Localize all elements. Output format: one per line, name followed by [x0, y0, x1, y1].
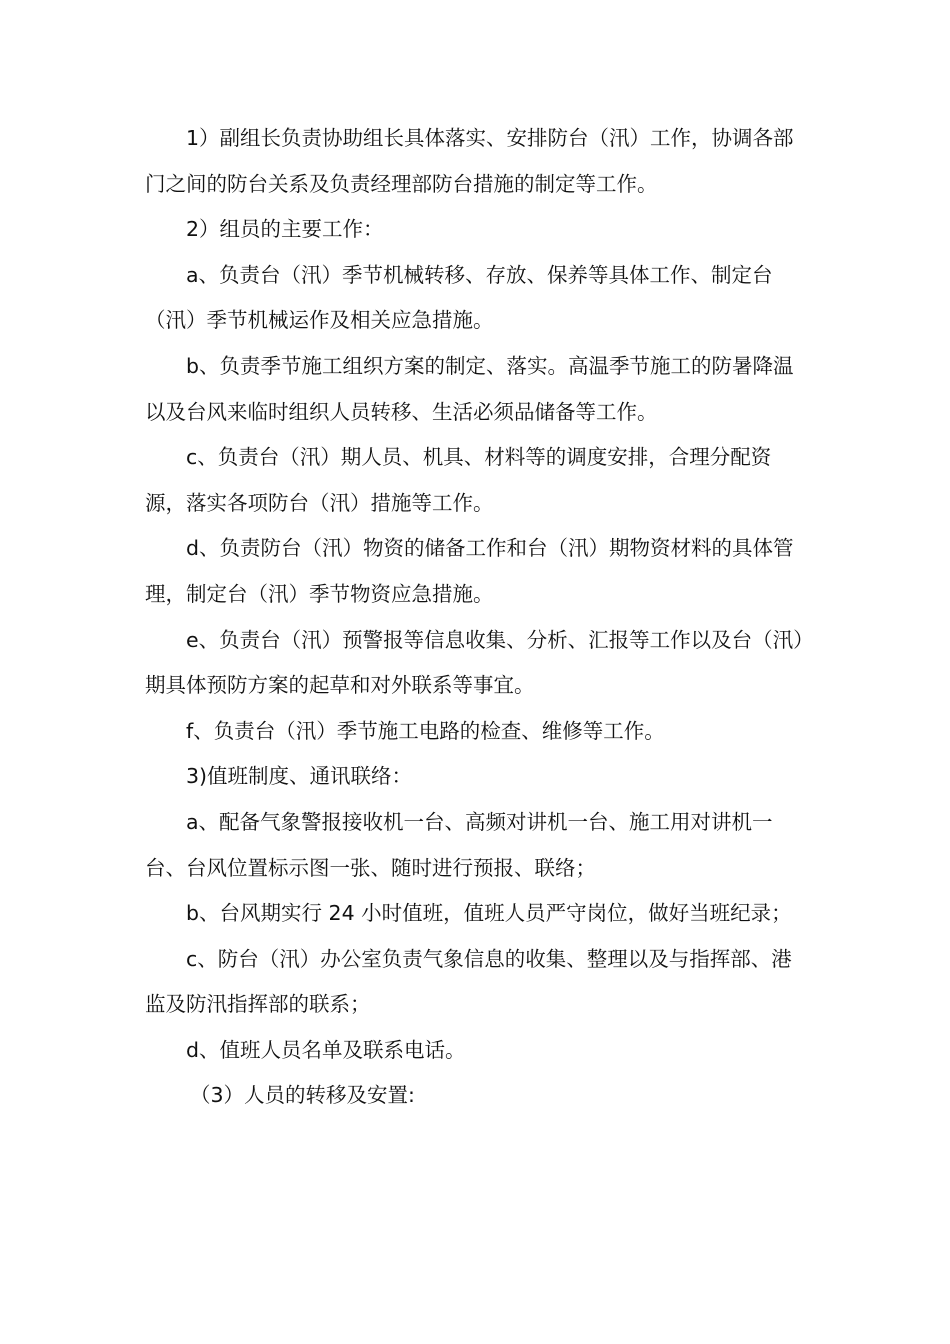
- paragraph-duty-heading: 3)值班制度、通讯联络：: [186, 764, 413, 789]
- paragraph-duty-a: a、配备气象警报接收机一台、高频对讲机一台、施工用对讲机一台、台风位置标示图一张、随时进行预报、联络；: [145, 809, 773, 880]
- section-heading-relocation: （3）人员的转移及安置:: [190, 1083, 415, 1108]
- paragraph-member-d: d、负责防台（汛）物资的储备工作和台（汛）期物资材料的具体管理，制定台（汛）季节物资应急措施。: [145, 536, 794, 606]
- document-body: [145, 116, 810, 1119]
- paragraph-member-e: e、负责台（汛）预警报等信息收集、分析、汇报等工作以及台（汛）期具体预防方案的起草和对外联系等事宜。: [145, 627, 804, 698]
- paragraph-deputy-leader: 1）副组长负责协助组长具体落实、安排防台（汛）工作，协调各部门之间的防台关系及负责经理部防台措施的制定等工作。: [145, 126, 794, 196]
- paragraph-member-c: c、负责台（汛）期人员、机具、材料等的调度安排，合理分配资源，落实各项防台（汛）措施等工作。: [145, 445, 772, 515]
- paragraph-duty-b: b、台风期实行 24 小时值班，值班人员严守岗位，做好当班纪录；: [186, 901, 792, 926]
- paragraph-duty-c: c、防台（汛）办公室负责气象信息的收集、整理以及与指挥部、港监及防汛指挥部的联系；: [145, 946, 792, 1017]
- paragraph-member-a: a、负责台（汛）季节机械转移、存放、保养等具体工作、制定台（汛）季节机械运作及相关应急措施。: [145, 262, 773, 333]
- paragraph-duty-d: d、值班人员名单及联系电话。: [186, 1037, 466, 1062]
- paragraph-member-b: b、负责季节施工组织方案的制定、落实。高温季节施工的防暑降温以及台风来临时组织人员转移、生活必须品储备等工作。: [145, 353, 794, 424]
- paragraph-member-f: f、负责台（汛）季节施工电路的检查、维修等工作。: [186, 718, 665, 743]
- paragraph-members-heading: 2）组员的主要工作：: [186, 217, 384, 242]
